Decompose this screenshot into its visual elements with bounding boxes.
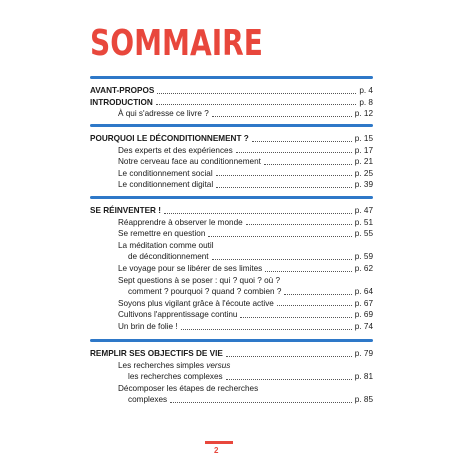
footer-accent-line	[205, 441, 233, 444]
toc-entry	[90, 321, 373, 333]
toc-section-3	[90, 196, 373, 333]
toc-entry	[90, 168, 373, 180]
dot-leader	[240, 317, 351, 318]
toc-entry-page: p. 17	[354, 145, 373, 155]
toc-entry-page: p. 47	[354, 206, 373, 215]
section-divider	[90, 124, 373, 127]
dot-leader	[246, 224, 352, 225]
toc-entry-page: p. 64	[354, 287, 373, 297]
toc-entry	[90, 394, 373, 406]
toc-section-2	[90, 124, 373, 191]
dot-leader	[252, 141, 352, 142]
dot-leader	[156, 104, 357, 105]
dot-leader	[264, 164, 352, 165]
toc-entry	[90, 263, 373, 275]
toc-entry-page: p. 74	[354, 321, 373, 331]
toc-entry	[90, 85, 373, 97]
toc-section-1	[90, 76, 373, 120]
toc-entry-label: les recherches complexes	[128, 372, 223, 382]
toc-entry-label: Des experts et des expériences	[118, 145, 233, 155]
toc-entry-label: Se remettre en question	[118, 229, 206, 239]
toc-entry-page: p. 59	[354, 252, 373, 262]
toc-entry-label: comment ? pourquoi ? quand ? combien ?	[128, 287, 282, 297]
emphasis: versus	[206, 360, 231, 370]
toc-entry-label: INTRODUCTION	[90, 97, 153, 107]
dot-leader	[208, 236, 351, 237]
dot-leader	[216, 175, 352, 176]
toc-entry	[90, 133, 373, 145]
section-divider	[90, 339, 373, 342]
toc-entry-label: La méditation comme outil	[118, 240, 214, 250]
toc-entry	[90, 108, 373, 120]
toc-entry-label: Réapprendre à observer le monde	[118, 217, 243, 227]
toc-entry	[90, 371, 373, 383]
toc-entry-label: complexes	[128, 395, 168, 405]
toc-entry	[90, 286, 373, 298]
toc-entry-label: POURQUOI LE DÉCONDITIONNEMENT ?	[90, 134, 249, 143]
toc-entry-label: Le voyage pour se libérer de ses limites	[118, 263, 263, 273]
toc-entry-page: p. 85	[354, 395, 373, 405]
toc-entry-label: Notre cerveau face au conditionnement	[118, 157, 261, 167]
dot-leader	[157, 93, 356, 94]
dot-leader	[212, 116, 352, 117]
toc-entry-page: p. 81	[354, 372, 373, 382]
toc-entry-page: p. 8	[359, 97, 373, 107]
toc-entry-label: REMPLIR SES OBJECTIFS DE VIE	[90, 349, 223, 358]
toc-entry-label: Le conditionnement digital	[118, 180, 214, 190]
toc-entry	[90, 298, 373, 310]
toc-entry	[90, 97, 373, 109]
toc-entry	[90, 205, 373, 217]
toc-entry-label: Cultivons l'apprentissage continu	[118, 310, 238, 320]
dot-leader	[181, 329, 352, 330]
dot-leader	[212, 259, 352, 260]
page-title: SOMMAIRE	[90, 23, 263, 64]
toc-entry-page: p. 79	[354, 349, 373, 358]
section-divider	[90, 76, 373, 79]
toc-entry-page: p. 62	[354, 263, 373, 273]
dot-leader	[226, 379, 352, 380]
toc-entry	[90, 383, 373, 395]
toc-entry-label: Décomposer les étapes de recherches	[118, 383, 259, 393]
dot-leader	[265, 271, 352, 272]
toc-entry	[90, 309, 373, 321]
toc-entry	[90, 251, 373, 263]
toc-entry-page: p. 21	[354, 157, 373, 167]
dot-leader	[170, 402, 352, 403]
dot-leader	[284, 294, 351, 295]
dot-leader	[216, 187, 352, 188]
toc-entry	[90, 275, 373, 287]
toc-entry	[90, 348, 373, 360]
section-divider	[90, 196, 373, 199]
toc-entry-page: p. 51	[354, 217, 373, 227]
toc-entry-page: p. 4	[359, 86, 373, 95]
toc-entry	[90, 145, 373, 157]
dot-leader	[164, 213, 352, 214]
toc-entry	[90, 240, 373, 252]
toc-entry-label: AVANT-PROPOS	[90, 86, 155, 95]
toc-entry-label: Le conditionnement social	[118, 168, 213, 178]
dot-leader	[277, 305, 352, 306]
toc-entry-label: À qui s'adresse ce livre ?	[118, 109, 209, 119]
page-number: 2	[214, 446, 219, 455]
dot-leader	[226, 356, 352, 357]
toc-entry	[90, 217, 373, 229]
toc-entry-label: Soyons plus vigilant grâce à l'écoute active	[118, 298, 274, 308]
toc-entry-label: Les recherches simples versus	[118, 360, 231, 370]
toc-entry-page: p. 12	[354, 109, 373, 119]
toc-entry-label: SE RÉINVENTER !	[90, 206, 161, 215]
dot-leader	[236, 152, 352, 153]
toc-entry-page: p. 25	[354, 168, 373, 178]
toc-entry	[90, 156, 373, 168]
toc-entry	[90, 360, 373, 372]
toc-entry-page: p. 39	[354, 180, 373, 190]
toc-entry-page: p. 67	[354, 298, 373, 308]
toc-entry-label: de déconditionnement	[128, 252, 209, 262]
toc-section-4	[90, 339, 373, 406]
toc-entry-page: p. 15	[354, 134, 373, 143]
toc-entry	[90, 179, 373, 191]
toc-entry	[90, 228, 373, 240]
toc-entry-page: p. 55	[354, 229, 373, 239]
toc-entry-label: Sept questions à se poser : qui ? quoi ? où ?	[118, 275, 281, 285]
toc-entry-page: p. 69	[354, 310, 373, 320]
toc-entry-label: Un brin de folie !	[118, 321, 178, 331]
